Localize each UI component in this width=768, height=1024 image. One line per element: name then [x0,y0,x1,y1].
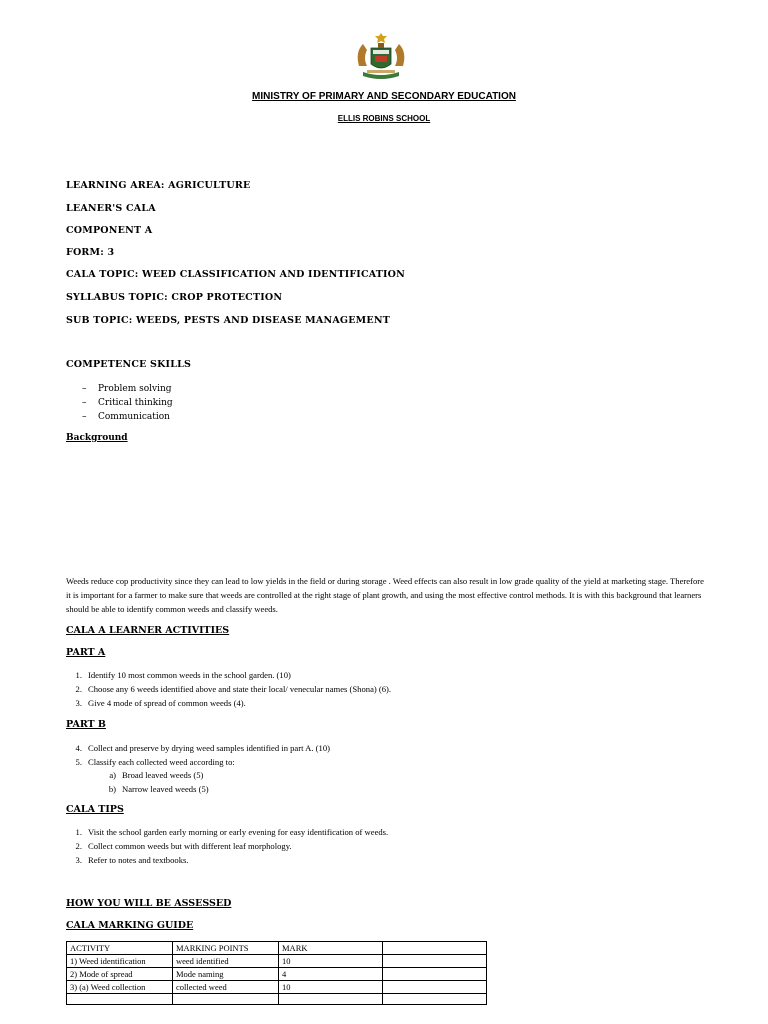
list-item: – Problem solving [82,384,172,394]
table-cell: 10 [279,981,383,994]
tips-heading: CALA TIPS [66,804,124,815]
competence-list [82,382,173,424]
table-cell: Mode naming [173,968,279,981]
table-cell [383,955,487,968]
table-row [67,981,487,994]
table-cell [67,994,173,1005]
table-row [67,994,487,1005]
list-item: 2. Choose any 6 weeds identified above and state their local/ venecular names (Shona) (6). [75,684,392,695]
table-cell [279,994,383,1005]
table-cell [383,994,487,1005]
list-item: 1. Visit the school garden early morning or early evening for easy identification of weeds. [75,827,389,837]
info-value: 3 [107,247,115,258]
info-learning-area [66,180,250,191]
table-cell [173,994,279,1005]
info-value: AGRICULTURE [168,180,251,191]
part-b-sublist [100,768,209,796]
marking-guide-heading: CALA MARKING GUIDE [66,920,194,931]
info-sub-topic [66,315,390,326]
background-paragraph: Weeds reduce cop productivity since they can lead to low yields in the field or during storage . Weed effects can also result in low grade quality of the yield at marketing stage. Therefore it is important for a farmer to make sure that weeds are controlled at the right stage of plant growth, and using the most effective control methods. It is with this background that learners should be able to identify common weeds and classify weeds. [66,576,704,615]
table-row [67,955,487,968]
list-item: 4. Collect and preserve by drying weed samples identified in part A. (10) [75,743,330,753]
table-cell: 10 [279,955,383,968]
table-cell: 2) Mode of spread [67,968,173,981]
table-header-row [67,942,487,955]
table-header-cell: MARK [279,942,383,955]
activities-heading: CALA A LEARNER ACTIVITIES [66,625,230,636]
ministry-title: MINISTRY OF PRIMARY AND SECONDARY EDUCATION [252,91,516,102]
part-b-heading: PART B [66,719,106,730]
table-header-cell: MARKING POINTS [173,942,279,955]
table-header-cell [383,942,487,955]
table-cell: 3) (a) Weed collection [67,981,173,994]
background-heading: Background [66,433,128,443]
list-item: 5. Classify each collected weed according to: [75,757,235,768]
list-item: – Communication [82,412,170,422]
part-b-list [66,741,330,769]
part-a-list [66,668,391,711]
list-item: b) Narrow leaved weeds (5) [108,784,209,795]
info-label: LEARNING AREA: [66,180,169,191]
table-cell: collected weed [173,981,279,994]
list-item: 3. Give 4 mode of spread of common weeds (4). [75,698,246,709]
table-cell [383,968,487,981]
table-cell [383,981,487,994]
info-form [66,247,114,258]
school-name: ELLIS ROBINS SCHOOL [337,114,431,123]
list-item: a) Broad leaved weeds (5) [109,770,204,780]
table-header-cell: ACTIVITY [67,942,173,955]
coat-of-arms-icon [353,32,409,82]
table-cell: 4 [279,968,383,981]
info-syllabus-topic [66,292,282,303]
info-value: WEED CLASSIFICATION AND IDENTIFICATION [142,269,406,280]
tips-list [66,825,388,868]
info-learners-cala [66,203,156,214]
list-item: – Critical thinking [82,398,173,408]
table-cell: weed identified [173,955,279,968]
info-label: SYLLABUS TOPIC: [66,292,172,303]
info-component [66,225,152,236]
info-value: WEEDS, PESTS AND DISEASE MANAGEMENT [136,315,390,326]
part-a-heading: PART A [66,647,106,658]
marking-guide-table [66,941,487,1005]
info-label: LEANER'S CALA [66,203,156,214]
table-cell: 1) Weed identification [67,955,173,968]
assessment-heading: HOW YOU WILL BE ASSESSED [66,898,232,909]
competence-heading: COMPETENCE SKILLS [66,359,192,370]
list-item: 2. Collect common weeds but with different leaf morphology. [75,841,292,852]
info-value: CROP PROTECTION [171,292,283,303]
info-label: COMPONENT A [66,225,153,236]
info-label: FORM: [66,247,108,258]
list-item: 1. Identify 10 most common weeds in the school garden. (10) [75,670,291,680]
info-label: SUB TOPIC: [66,315,136,326]
info-label: CALA TOPIC: [66,269,142,280]
table-row [67,968,487,981]
info-cala-topic [66,269,405,280]
list-item: 3. Refer to notes and textbooks. [75,855,189,866]
